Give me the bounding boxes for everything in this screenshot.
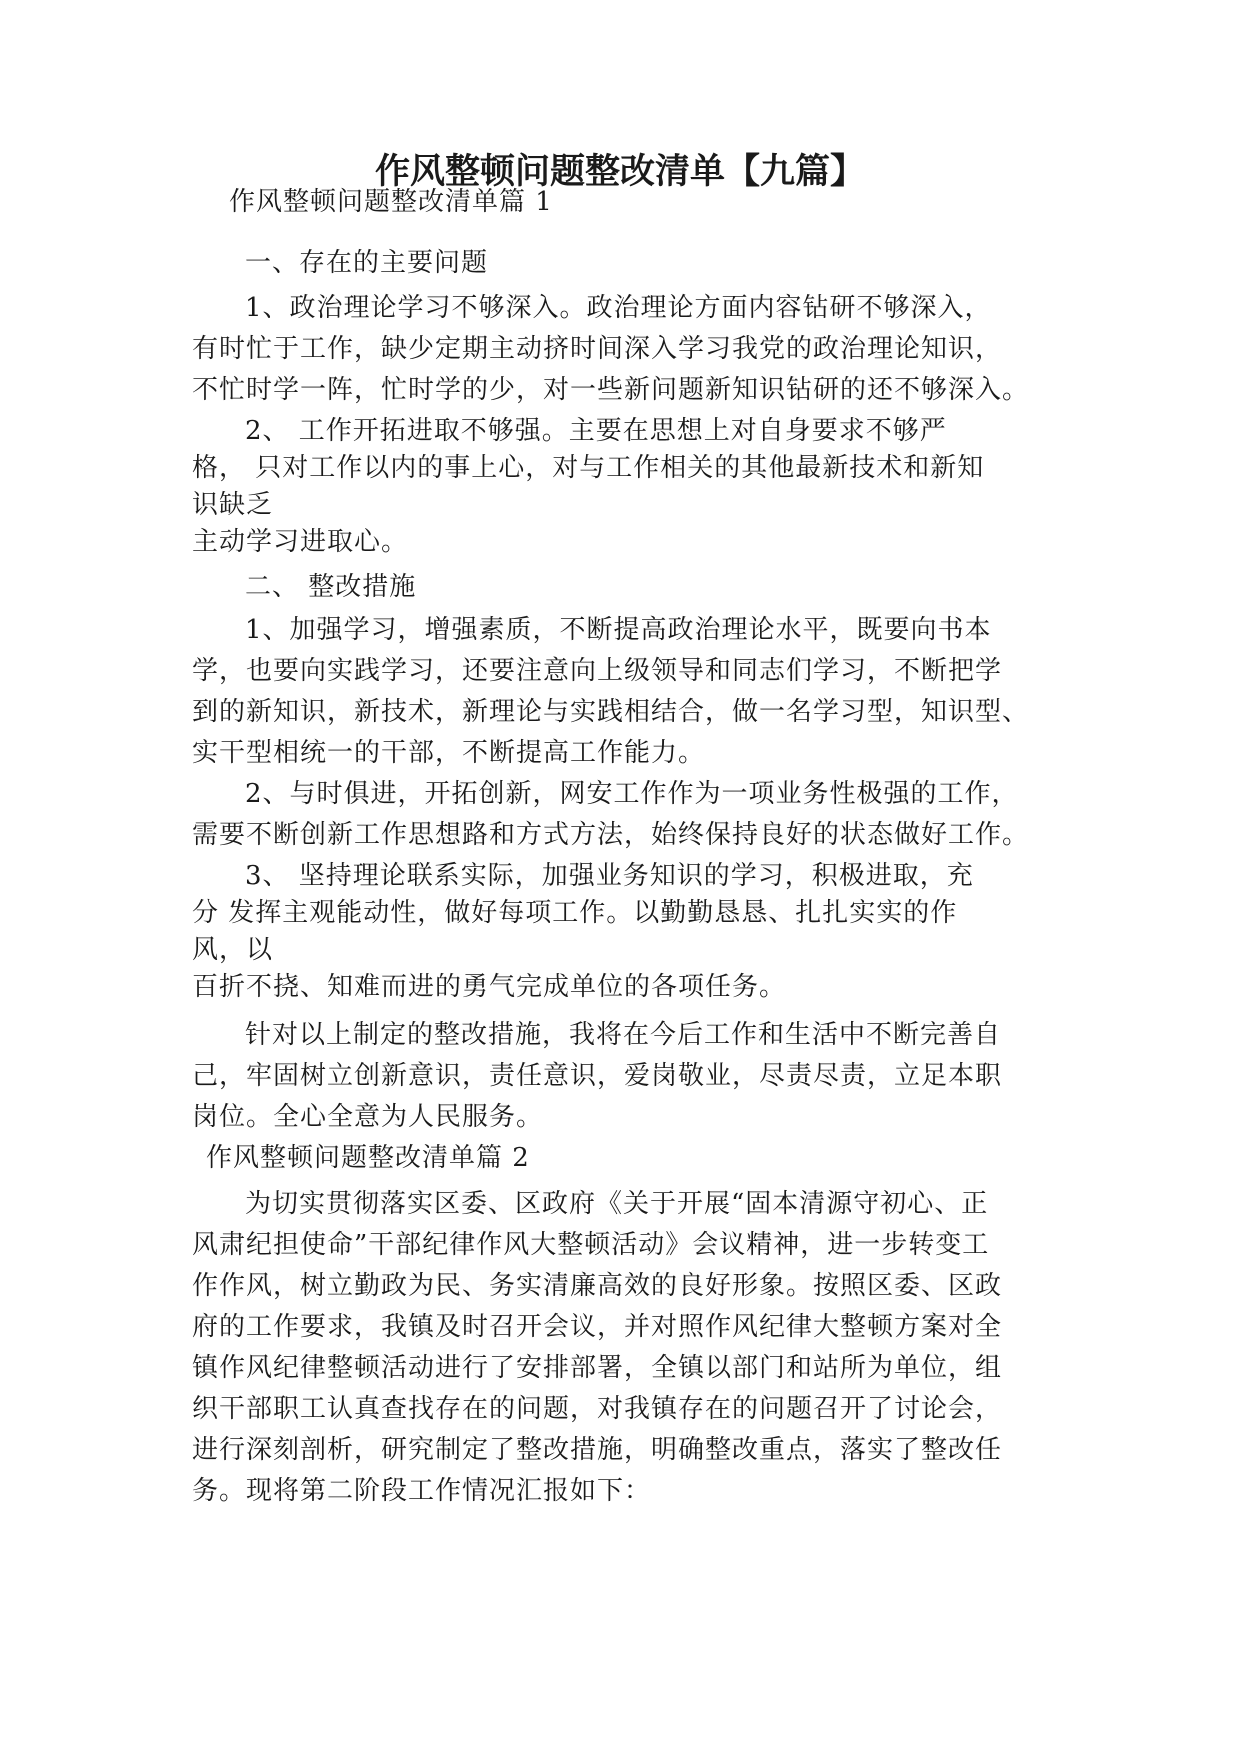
part2-paragraph-line: 府的工作要求，我镇及时召开会议，并对照作风纪律大整顿方案对全 <box>192 1312 1003 1342</box>
document-title: 作风整顿问题整改清单【九篇】 <box>374 152 865 192</box>
section1-title: 一、存在的主要问题 <box>245 248 489 278</box>
section2-title: 二、 整改措施 <box>245 572 417 602</box>
measure3-line: 风，以 <box>192 935 274 965</box>
measure1-line: 学，也要向实践学习，还要注意向上级领导和同志们学习，不断把学 <box>192 656 1003 686</box>
item2-line: 主动学习进取心。 <box>192 527 409 557</box>
measure3-line: 百折不挠、知难而进的勇气完成单位的各项任务。 <box>192 972 787 1002</box>
measure3-line: 3、 坚持理论联系实际，加强业务知识的学习，积极进取，充 <box>245 861 974 891</box>
part2-paragraph-line: 风肃纪担使命”干部纪律作风大整顿活动》会议精神，进一步转变工 <box>192 1230 990 1260</box>
measure3-line: 分 发挥主观能动性，做好每项工作。以勤勤恳恳、扎扎实实的作 <box>192 898 958 928</box>
part2-paragraph-line: 镇作风纪律整顿活动进行了安排部署，全镇以部门和站所为单位，组 <box>192 1353 1003 1383</box>
item1-line: 有时忙于工作，缺少定期主动挤时间深入学习我党的政治理论知识， <box>192 334 1003 364</box>
part2-paragraph-line: 务。现将第二阶段工作情况汇报如下： <box>192 1476 652 1506</box>
part2-heading: 作风整顿问题整改清单篇 2 <box>206 1143 530 1173</box>
measure1-line: 1、加强学习，增强素质，不断提高政治理论水平，既要向书本 <box>245 615 992 645</box>
item1-line: 不忙时学一阵，忙时学的少，对一些新问题新知识钻研的还不够深入。 <box>192 375 1030 405</box>
part2-paragraph-line: 织干部职工认真查找存在的问题，对我镇存在的问题召开了讨论会， <box>192 1394 1003 1424</box>
item2-line: 识缺乏 <box>192 490 274 520</box>
part2-paragraph-line: 作作风，树立勤政为民、务实清廉高效的良好形象。按照区委、区政 <box>192 1271 1003 1301</box>
item2-line: 2、 工作开拓进取不够强。主要在思想上对自身要求不够严 <box>245 416 947 446</box>
conclusion-line: 岗位。全心全意为人民服务。 <box>192 1102 544 1132</box>
measure1-line: 实干型相统一的干部，不断提高工作能力。 <box>192 738 706 768</box>
item1-line: 1、政治理论学习不够深入。政治理论方面内容钻研不够深入， <box>245 293 992 323</box>
conclusion-line: 针对以上制定的整改措施，我将在今后工作和生活中不断完善自 <box>245 1020 1002 1050</box>
part2-paragraph-line: 为切实贯彻落实区委、区政府《关于开展“固本清源守初心、正 <box>245 1189 989 1219</box>
conclusion-line: 己，牢固树立创新意识，责任意识，爱岗敬业，尽责尽责，立足本职 <box>192 1061 1003 1091</box>
measure2-line: 需要不断创新工作思想路和方式方法，始终保持良好的状态做好工作。 <box>192 820 1030 850</box>
part2-paragraph-line: 进行深刻剖析，研究制定了整改措施，明确整改重点，落实了整改任 <box>192 1435 1003 1465</box>
measure1-line: 到的新知识，新技术，新理论与实践相结合，做一名学习型，知识型、 <box>192 697 1030 727</box>
part1-heading: 作风整顿问题整改清单篇 1 <box>229 187 553 217</box>
measure2-line: 2、与时俱进，开拓创新，网安工作作为一项业务性极强的工作， <box>245 779 1019 809</box>
item2-line: 格， 只对工作以内的事上心，对与工作相关的其他最新技术和新知 <box>192 453 985 483</box>
